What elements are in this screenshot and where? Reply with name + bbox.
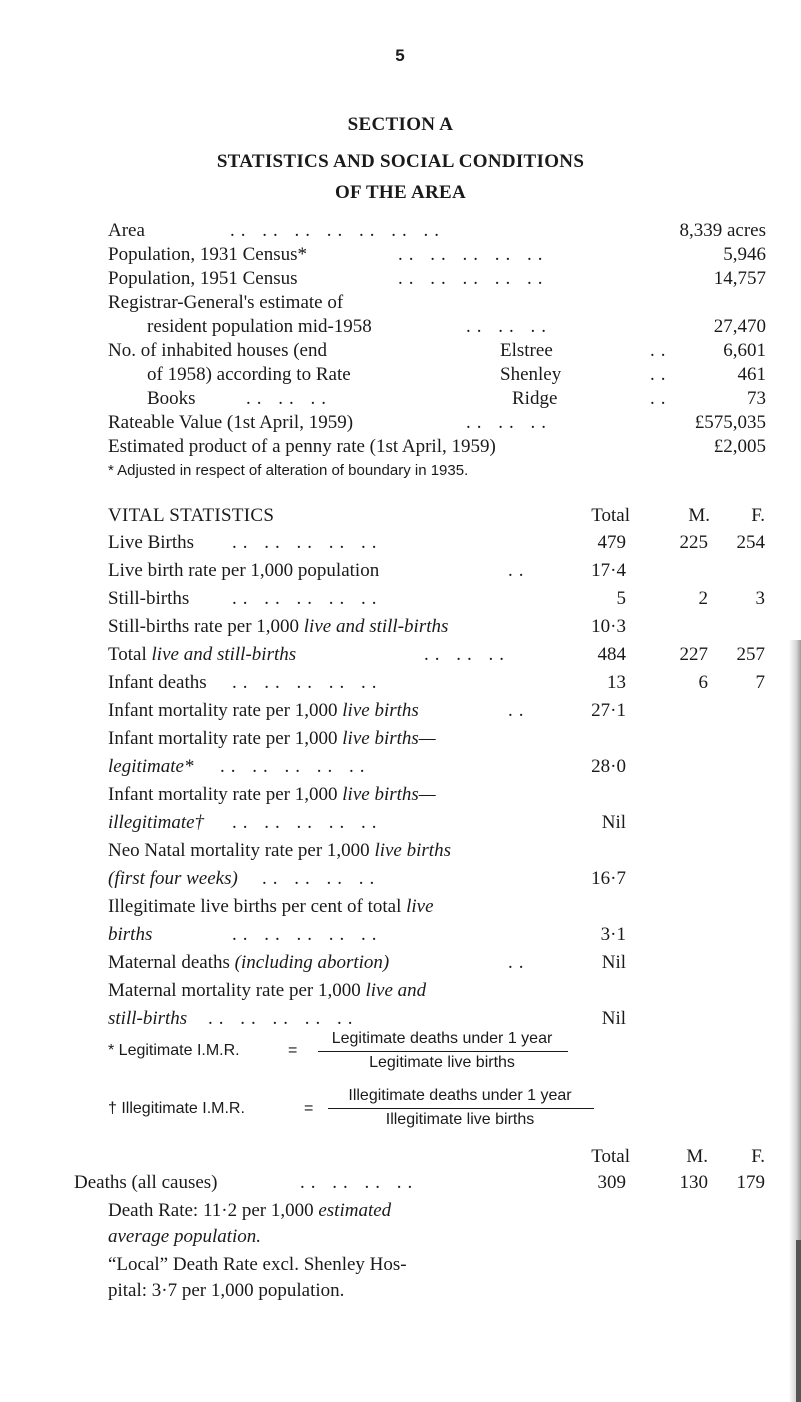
- deaths-m: 130: [679, 1172, 708, 1193]
- legit-imr-denominator: Legitimate live births: [369, 1054, 515, 1071]
- page-number: 5: [395, 46, 405, 65]
- imr-value: 27·1: [591, 700, 626, 721]
- imr-legit-text: Infant mortality rate per 1,000: [108, 728, 343, 749]
- still-rate-text: Still-births rate per 1,000: [108, 616, 304, 637]
- section-heading: SECTION A: [347, 114, 454, 135]
- death-rate-italic: estimated: [318, 1200, 392, 1221]
- neo-natal-cont: (first four weeks): [108, 868, 238, 889]
- maternal-deaths-value: Nil: [601, 952, 626, 973]
- imr-text: Infant mortality rate per 1,000: [108, 700, 343, 721]
- neo-natal-text: Neo Natal mortality rate per 1,000: [108, 840, 375, 861]
- houses-label-cont: of 1958) according to Rate: [147, 364, 351, 385]
- pop-1951-value: 14,757: [713, 268, 766, 289]
- birth-rate-value: 17·4: [591, 560, 626, 581]
- illegit-percent-text: Illegitimate live births per cent of total: [108, 896, 407, 917]
- page-edge-dark: [796, 1240, 801, 1402]
- neo-natal-label: [108, 840, 451, 862]
- total-live-still-f: 257: [736, 644, 765, 665]
- legit-imr-numerator: Legitimate deaths under 1 year: [331, 1030, 553, 1047]
- leader-dots: ..: [508, 952, 530, 973]
- estimate-label-cont: resident population mid-1958: [147, 316, 372, 337]
- local-death-rate-cont: pital: 3·7 per 1,000 population.: [108, 1280, 345, 1301]
- leader-dots: .. .. .. ..: [262, 868, 381, 889]
- neo-natal-value: 16·7: [591, 868, 626, 889]
- still-rate-label: [108, 616, 448, 638]
- maternal-deaths-text: Maternal deaths: [108, 952, 235, 973]
- legit-imr-label: * Legitimate I.M.R.: [108, 1042, 240, 1059]
- penny-rate-label: Estimated product of a penny rate (1st April, 1959): [108, 436, 496, 457]
- live-births-f: 254: [736, 532, 765, 553]
- rateable-label: Rateable Value (1st April, 1959): [108, 412, 354, 433]
- live-births-m: 225: [679, 532, 708, 553]
- mmr-value: Nil: [601, 1008, 626, 1029]
- illegit-imr-fraction-bar: [328, 1108, 594, 1109]
- leader-dots: ..: [508, 700, 530, 721]
- still-births-m: 2: [698, 588, 708, 609]
- shenley-value: 461: [737, 364, 766, 385]
- death-rate-text: Death Rate: 11·2 per 1,000: [108, 1200, 319, 1221]
- total-label-text: Total: [108, 644, 152, 665]
- still-rate-value: 10·3: [591, 616, 626, 637]
- ridge-label: Ridge: [512, 388, 558, 409]
- neo-natal-italic: live births: [374, 840, 451, 861]
- infant-deaths-m: 6: [698, 672, 708, 693]
- imr-illegit-italic: live births—: [342, 784, 436, 805]
- maternal-deaths-label: [108, 952, 389, 974]
- leader-dots: .. .. .. .. .. .. ..: [230, 220, 445, 241]
- imr-illegit-text: Infant mortality rate per 1,000: [108, 784, 343, 805]
- imr-illegit-value: Nil: [601, 812, 626, 833]
- leader-dots: .. .. .. .. ..: [232, 924, 383, 945]
- leader-dots: .. .. .. .. ..: [232, 812, 383, 833]
- total-live-still-label: [108, 644, 296, 666]
- infant-deaths-f: 7: [755, 672, 765, 693]
- still-births-f: 3: [755, 588, 765, 609]
- deaths-col-m: M.: [686, 1146, 708, 1167]
- illegit-percent-value: 3·1: [600, 924, 626, 945]
- mmr-label: [108, 980, 426, 1002]
- boundary-footnote: * Adjusted in respect of alteration of boundary in 1935.: [108, 462, 469, 479]
- mmr-cont: still-births: [108, 1008, 188, 1029]
- live-births-total: 479: [597, 532, 626, 553]
- local-death-rate: “Local” Death Rate excl. Shenley Hos-: [108, 1254, 407, 1275]
- title-line-2: OF THE AREA: [334, 182, 467, 203]
- area-label: Area: [108, 220, 145, 241]
- infant-deaths-label: Infant deaths: [108, 672, 207, 693]
- leader-dots: .. .. .. .. ..: [398, 244, 549, 265]
- infant-deaths-total: 13: [607, 672, 626, 693]
- pop-1931-value: 5,946: [723, 244, 766, 265]
- elstree-value: 6,601: [723, 340, 766, 361]
- shenley-label: Shenley: [500, 364, 562, 385]
- death-rate-cont: average population.: [108, 1226, 262, 1247]
- imr-legit-label: [108, 728, 436, 750]
- rateable-value: £575,035: [694, 412, 766, 433]
- penny-rate-value: £2,005: [713, 436, 766, 457]
- illegit-imr-label: † Illegitimate I.M.R.: [108, 1100, 245, 1117]
- deaths-f: 179: [736, 1172, 765, 1193]
- area-value: 8,339 acres: [679, 220, 766, 241]
- leader-dots: .. .. .. .. ..: [232, 532, 383, 553]
- imr-legit-cont: legitimate*: [108, 756, 194, 777]
- estimate-label: Registrar-General's estimate of: [108, 292, 344, 313]
- leader-dots: .. .. ..: [466, 316, 552, 337]
- illegit-percent-label: [108, 896, 434, 918]
- col-f: F.: [751, 505, 765, 526]
- leader-dots: .. .. ..: [246, 388, 332, 409]
- imr-illegit-cont: illegitimate†: [108, 812, 205, 833]
- total-live-still-m: 227: [679, 644, 708, 665]
- imr-illegit-label: [108, 784, 436, 806]
- still-rate-italic: live and still-births: [303, 616, 449, 637]
- deaths-col-total: Total: [591, 1146, 630, 1167]
- imr-legit-italic: live births—: [342, 728, 436, 749]
- illegit-percent-cont: births: [108, 924, 153, 945]
- illegit-imr-equals: =: [304, 1100, 314, 1117]
- leader-dots: .. .. .. .. ..: [232, 588, 383, 609]
- ridge-value: 73: [747, 388, 766, 409]
- imr-label: [108, 700, 419, 722]
- illegit-percent-italic: live: [406, 896, 434, 917]
- legit-imr-equals: =: [288, 1042, 298, 1059]
- legit-imr-fraction-bar: [318, 1051, 568, 1052]
- leader-dots: .. .. .. ..: [300, 1172, 419, 1193]
- leader-dots: .. .. ..: [424, 644, 510, 665]
- leader-dots: ..: [650, 388, 672, 409]
- deaths-total: 309: [597, 1172, 626, 1193]
- leader-dots: .. .. .. .. ..: [232, 672, 383, 693]
- leader-dots: .. .. .. .. ..: [398, 268, 549, 289]
- death-rate-line: [108, 1200, 391, 1222]
- vital-heading: VITAL STATISTICS: [108, 505, 275, 526]
- elstree-label: Elstree: [500, 340, 553, 361]
- mmr-text: Maternal mortality rate per 1,000: [108, 980, 366, 1001]
- leader-dots: .. .. .. .. ..: [208, 1008, 359, 1029]
- illegit-imr-numerator: Illegitimate deaths under 1 year: [348, 1087, 572, 1104]
- pop-1931-label: Population, 1931 Census*: [108, 244, 307, 265]
- maternal-deaths-italic: (including abortion): [234, 952, 390, 973]
- title-line-1: STATISTICS AND SOCIAL CONDITIONS: [216, 151, 585, 172]
- houses-label-books: Books: [147, 388, 196, 409]
- birth-rate-label: Live birth rate per 1,000 population: [108, 560, 380, 581]
- pop-1951-label: Population, 1951 Census: [108, 268, 298, 289]
- col-m: M.: [688, 505, 710, 526]
- live-births-label: Live Births: [108, 532, 195, 553]
- still-births-label: Still-births: [108, 588, 190, 609]
- illegit-imr-denominator: Illegitimate live births: [385, 1111, 535, 1128]
- deaths-label: Deaths (all causes): [74, 1172, 218, 1193]
- imr-legit-value: 28·0: [591, 756, 626, 777]
- leader-dots: ..: [508, 560, 530, 581]
- imr-italic: live births: [342, 700, 419, 721]
- leader-dots: .. .. .. .. ..: [220, 756, 371, 777]
- deaths-col-f: F.: [751, 1146, 765, 1167]
- estimate-value: 27,470: [713, 316, 766, 337]
- still-births-total: 5: [616, 588, 626, 609]
- houses-label: No. of inhabited houses (end: [108, 340, 327, 361]
- total-live-still-total: 484: [597, 644, 626, 665]
- col-total: Total: [591, 505, 630, 526]
- mmr-italic: live and: [365, 980, 427, 1001]
- total-label-italic: live and still-births: [151, 644, 297, 665]
- leader-dots: ..: [650, 340, 672, 361]
- leader-dots: .. .. ..: [466, 412, 552, 433]
- leader-dots: ..: [650, 364, 672, 385]
